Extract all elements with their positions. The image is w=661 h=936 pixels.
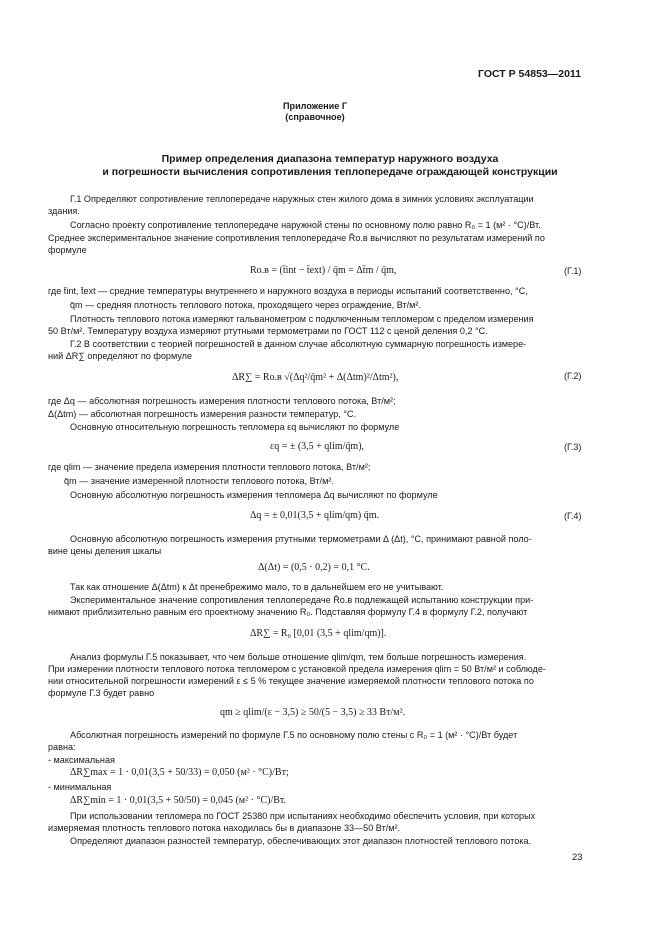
page-number: 23	[572, 852, 583, 863]
text-line: Анализ формулы Г.5 показывает, что чем больше отношение qlim/qm, тем больше погрешность измерения.	[70, 652, 527, 662]
text-line: здания.	[48, 206, 80, 216]
text-line: измеряемая плотность теплового потока находилась бы в диапазоне 33—50 Вт/м².	[48, 823, 401, 833]
formula-number-g4: (Г.4)	[564, 511, 582, 521]
text-line: Экспериментальное значение сопротивления теплопередаче R̄о.в подлежащей испытанию конструкции при-	[70, 595, 534, 605]
text-line: Абсолютная погрешность измерений по формуле Г.5 по основному полю стены с R₀ = 1 (м² · °С)/Вт будет	[70, 730, 518, 740]
document-id: ГОСТ Р 54853—2011	[478, 68, 582, 80]
formula-g3: εq = ± (3,5 + qlim/q̄m),	[270, 441, 365, 452]
formula-min: ΔR∑min = 1 · 0,01(3,5 + 50/50) = 0,045 (м² · °С)/Вт.	[70, 795, 287, 806]
appendix-title: Приложение Г	[283, 101, 347, 111]
text-line: q̄m — значение измеренной плотности теплового потока, Вт/м².	[64, 476, 334, 486]
text-line: ний ΔR∑ определяют по формуле	[48, 351, 193, 361]
formula-g4: Δq = ± 0,01(3,5 + qlim/qm) q̄m.	[250, 510, 380, 521]
text-line: нии относительной погрешности измерений ε ≤ 5 % текущее значение измеряемой плотности теплового потока по	[48, 676, 534, 686]
text-line: формуле Г.3 будет равно	[48, 688, 155, 698]
formula-g1: Rо.в = (t̄int − t̄ext) / q̄m = Δt̄m / q̄m,	[250, 265, 397, 276]
text-line: При измерении плотности теплового потока тепломером с установкой предела измерения qlim = 50 Вт/м² и соблюде-	[48, 664, 546, 674]
text-line: Основную относительную погрешность тепломера εq вычисляют по формуле	[70, 422, 400, 432]
appendix-type: (справочное)	[285, 112, 345, 122]
section-heading-line-1: Пример определения диапазона температур наружного воздуха	[161, 153, 499, 165]
text-line: 50 Вт/м². Температуру воздуха измеряют ртутными термометрами по ГОСТ 112 с ценой деления 0,2 °С.	[48, 326, 488, 336]
text-line: Основную абсолютную погрешность измерения тепломера Δq вычисляют по формуле	[70, 490, 438, 500]
text-line: Г.1 Определяют сопротивление теплопередаче наружных стен жилого дома в зимних условиях эксплуатации	[70, 194, 534, 204]
text-line: Δ(Δtm) — абсолютная погрешность измерения разности температур, °С.	[48, 409, 357, 419]
formula-qm: qm ≥ qlim/(ε − 3,5) ≥ 50/(5 − 3,5) ≥ 33 Вт/м².	[220, 707, 406, 718]
text-line: Согласно проекту сопротивление теплопередаче наружной стены по основному полю равно R₀ = 1 (м² · °С)/Вт.	[70, 220, 541, 230]
text-line: где t̄int, t̄ext — средние температуры внутреннего и наружного воздуха в периоды испытаний соответственно, °С,	[48, 286, 528, 296]
text-line: Плотность теплового потока измеряют гальванометром с подключенным тепломером с пределом измерения	[70, 314, 534, 324]
formula-number-g1: (Г.1)	[564, 266, 582, 276]
formula-g5: ΔR∑ = R₀ [0,01 (3,5 + qlim/qm)].	[250, 628, 387, 639]
text-line: Определяют диапазон разностей температур, обеспечивающих этот диапазон плотностей теплового потока.	[70, 836, 532, 846]
text-line: равна:	[48, 742, 76, 752]
text-line: Г.2 В соответствии с теорией погрешностей в данном случае абсолютную суммарную погрешность измере-	[70, 339, 527, 349]
text-line: вине цены деления шкалы	[48, 546, 162, 556]
text-line: Среднее экспериментальное значение сопротивления теплопередаче R̄о.в вычисляют по результатам измерений по	[48, 233, 545, 243]
text-line: - максимальная	[48, 755, 115, 765]
text-line: - минимальная	[48, 782, 112, 792]
text-line: формуле	[48, 245, 87, 255]
text-line: где qlim — значение предела измерения плотности теплового потока, Вт/м²;	[48, 462, 371, 472]
text-line: Так как отношение Δ(Δtm) к Δt пренебрежимо мало, то в дальнейшем его не учитывают.	[70, 582, 444, 592]
text-line: нимают приблизительно равным его проектному значению R₀. Подставляя формулу Г.4 в формулу Г.2, получают	[48, 607, 528, 617]
formula-number-g3: (Г.3)	[564, 442, 582, 452]
formula-max: ΔR∑max = 1 · 0,01(3,5 + 50/33) = 0,050 (м² · °С)/Вт;	[70, 767, 289, 778]
text-line: где Δq — абсолютная погрешность измерения плотности теплового потока, Вт/м²;	[48, 396, 396, 406]
formula-g2: ΔR∑ = Rо.в √(Δq²/q̄m² + Δ(Δtm)²/Δtm²),	[232, 372, 399, 383]
section-heading-line-2: и погрешности вычисления сопротивления теплопередаче ограждающей конструкции	[102, 166, 558, 178]
text-line: При использовании тепломера по ГОСТ 25380 при испытаниях необходимо обеспечить условия, при которых	[70, 811, 536, 821]
formula-number-g2: (Г.2)	[564, 371, 582, 381]
text-line: Основную абсолютную погрешность измерения ртутными термометрами Δ (Δt), °С, принимают равной поло-	[70, 534, 532, 544]
text-line: q̄m — средняя плотность теплового потока, проходящего через ограждение, Вт/м².	[70, 300, 421, 310]
formula-delta-t: Δ(Δt) = (0,5 · 0,2) = 0,1 °С.	[258, 562, 370, 573]
